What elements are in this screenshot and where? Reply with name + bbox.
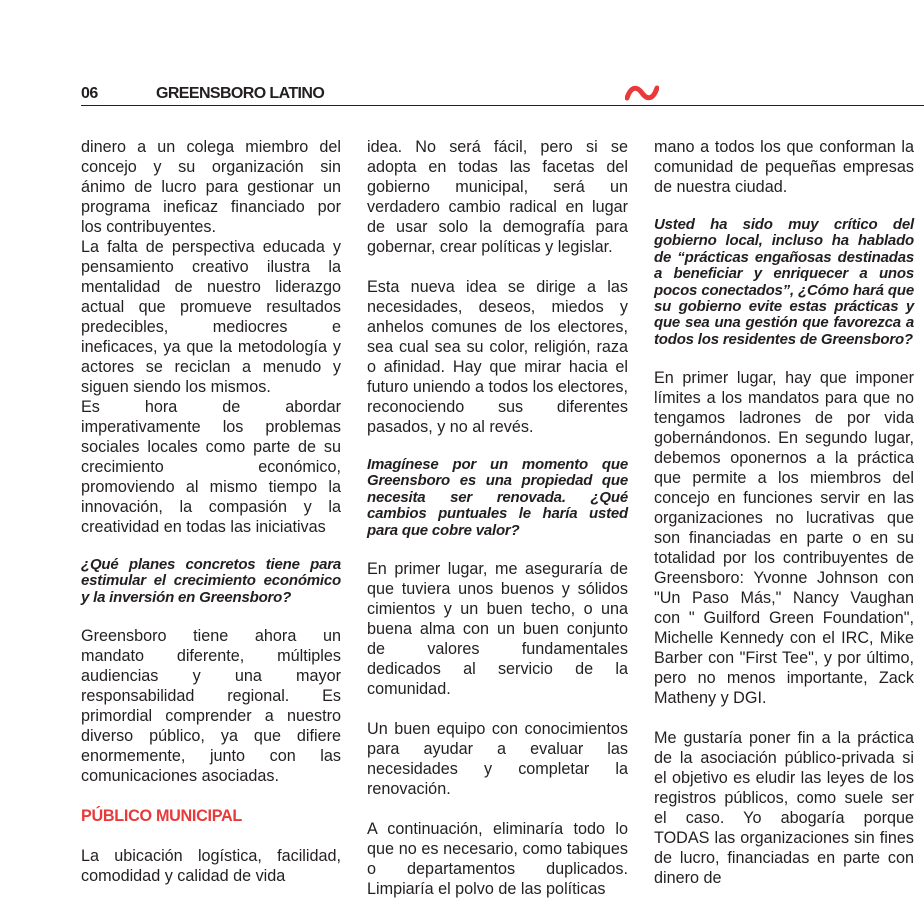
interview-question: Imagínese por un momento que Greensboro es una propiedad que necesita ser renovada. ¿Qué cambios puntuales le haría usted para que cobre valor? [367,456,628,539]
interview-question: Usted ha sido muy crítico del gobierno local, incluso ha hablado de “prácticas engañosas destinadas a beneficiar y enriquecer a unos pocos conectados”, ¿Cómo hará que su gobierno evite estas prácticas y que sea una gestión que favorezca a todos los residentes de Greensboro? [654,216,914,348]
header-rule [81,105,924,106]
paragraph: dinero a un colega miembro del concejo y su organización sin ánimo de lucro para gestionar un programa ineficaz financiado por los contribuyentes. [81,138,341,236]
page-number: 06 [81,85,98,102]
tilde-logo-icon [625,83,659,103]
paragraph: En primer lugar, hay que imponer límites a los mandatos para que no tengamos ladrones de por vida gobernándonos. En segundo lugar, debemos oponernos a la práctica que permite a los miembros del concejo en funciones servir en las organizaciones no lucrativas que son financiadas en parte o en su totalidad por los contribuyentes de Greensboro: Yvonne Johnson con "Un Paso Más," Nancy Vaughan con " Guilford Green Foundation", Michelle Kennedy con el IRC, Mike Barber con "First Tee", y por último, pero no menos importante, Zack Matheny y DGI. [654,369,914,708]
interview-question: ¿Qué planes concretos tiene para estimular el crecimiento económico y la inversión en Greensboro? [81,556,341,606]
paragraph: Me gustaría poner fin a la práctica de la asociación público-privada si el objetivo es eludir las leyes de los registros públicos, como suele ser el caso. Yo abogaría porque TODAS las organizaciones sin fines de lucro, financiadas en parte con dinero de [654,729,914,888]
page-header [81,85,914,105]
section-heading: PÚBLICO MUNICIPAL [81,807,242,826]
paragraph: Es hora de abordar imperativamente los problemas sociales locales como parte de su crecimiento económico, promoviendo al mismo tiempo la innovación, la compasión y la creatividad en todas las iniciativas [81,398,341,536]
paragraph: mano a todos los que conforman la comunidad de pequeñas empresas de nuestra ciudad. [654,138,914,196]
paragraph: La ubicación logística, facilidad, comodidad y calidad de vida [81,847,341,886]
paragraph: Esta nueva idea se dirige a las necesidades, deseos, miedos y anhelos comunes de los electores, sea cual sea su color, religión, raza o afinidad. Hay que mirar hacia el futuro uniendo a todos los electores, reconociendo sus diferentes pasados, y no al revés. [367,278,628,436]
article-column-2 [367,137,628,899]
paragraph: A continuación, eliminaría todo lo que no es necesario, como tabiques o departamentos duplicados. Limpiaría el polvo de las políticas [367,820,628,899]
paragraph: Un buen equipo con conocimientos para ayudar a evaluar las necesidades y completar la renovación. [367,720,628,799]
publication-name: GREENSBORO LATINO [156,85,325,102]
article-column-1 [81,137,341,886]
paragraph: idea. No será fácil, pero si se adopta en todas las facetas del gobierno municipal, será un verdadero cambio radical en lugar de usar solo la demografía para gobernar, crear políticas y legislar. [367,138,628,256]
paragraph: La falta de perspectiva educada y pensamiento creativo ilustra la mentalidad de nuestro liderazgo actual que promueve resultados predecibles, mediocres e ineficaces, ya que la metodología y actores se reciclan a menudo y siguen siendo los mismos. [81,238,341,396]
paragraph: Greensboro tiene ahora un mandato diferente, múltiples audiencias y una mayor responsabilidad regional. Es primordial comprender a nuestro diverso público, ya que difiere enormemente, junto con las comunicaciones asociadas. [81,627,341,786]
paragraph: En primer lugar, me aseguraría de que tuviera unos buenos y sólidos cimientos y un buen techo, o una buena alma con un buen conjunto de valores fundamentales dedicados al servicio de la comunidad. [367,560,628,699]
article-column-3 [654,137,914,888]
